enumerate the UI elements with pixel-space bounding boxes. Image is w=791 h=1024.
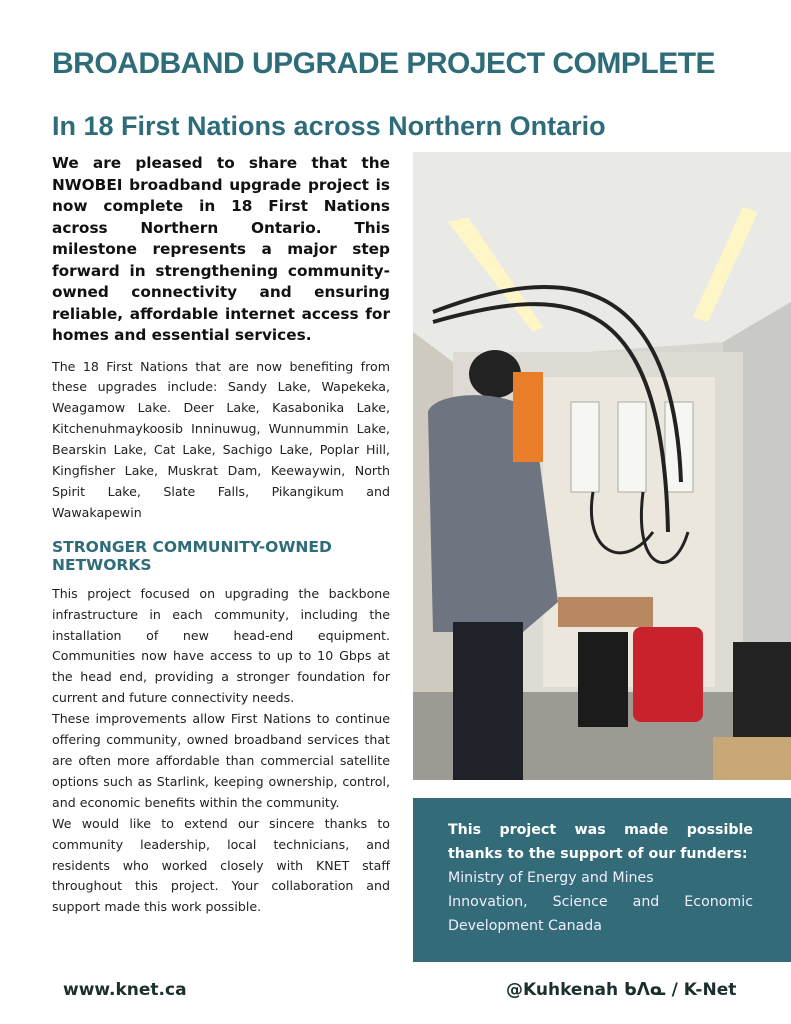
intro-paragraph: We are pleased to share that the NWOBEI broadband upgrade project is now complete in 18 First Nations across Northern Ontario. This milestone represents a major step forward in strengthening community-owned connectivity and ensuring reliable, affordable internet access for homes and essential services.	[52, 154, 390, 344]
paragraph: This project focused on upgrading the backbone infrastructure in each community, including the installation of new head-end equipment. Communities now have access to up to 10 Gbps at the head end, providing a stronger foundation for current and future connectivity needs.	[52, 585, 390, 706]
page-title: BROADBAND UPGRADE PROJECT COMPLETE	[52, 47, 716, 80]
equipment-room-photo	[413, 152, 791, 780]
funders-box	[413, 798, 791, 962]
funder-item: Ministry of Energy and Mines	[448, 870, 654, 886]
page-subtitle: In 18 First Nations across Northern Ontario	[52, 111, 606, 141]
paragraph: We would like to extend our sincere thanks to community leadership, local technicians, and residents who worked closely with KNET staff throughout this project. Your collaboration and support made this work possible.	[52, 815, 390, 915]
article-body	[52, 153, 390, 918]
website-link[interactable]: www.knet.ca	[63, 980, 187, 1000]
funder-item: Innovation, Science and Economic Development Canada	[448, 894, 753, 934]
paragraph: These improvements allow First Nations to continue offering community, owned broadband services that are often more affordable than commercial satellite options such as Starlink, keeping ownership, control, and economic benefits within the community.	[52, 711, 390, 810]
nations-paragraph: The 18 First Nations that are now benefiting from these upgrades include: Sandy Lake, Wapekeka, Weagamow Lake. Deer Lake, Kasabonika Lake, Kitchenuhmaykoosib Inninuwug, Wunnummin Lake, Bearskin Lake, Cat Lake, Sachigo Lake, Poplar Hill, Kingfisher Lake, Muskrat Dam, Keewaywin, North Spirit Lake, Slate Falls, Pikangikum and Wawakapewin	[52, 358, 390, 520]
social-handle[interactable]: @Kuhkenah ᑲᐱᓇ / K-Net	[506, 980, 737, 1000]
section-heading: STRONGER COMMUNITY-OWNED NETWORKS	[52, 537, 332, 574]
funders-lead: This project was made possible thanks to the support of our funders:	[448, 822, 753, 862]
